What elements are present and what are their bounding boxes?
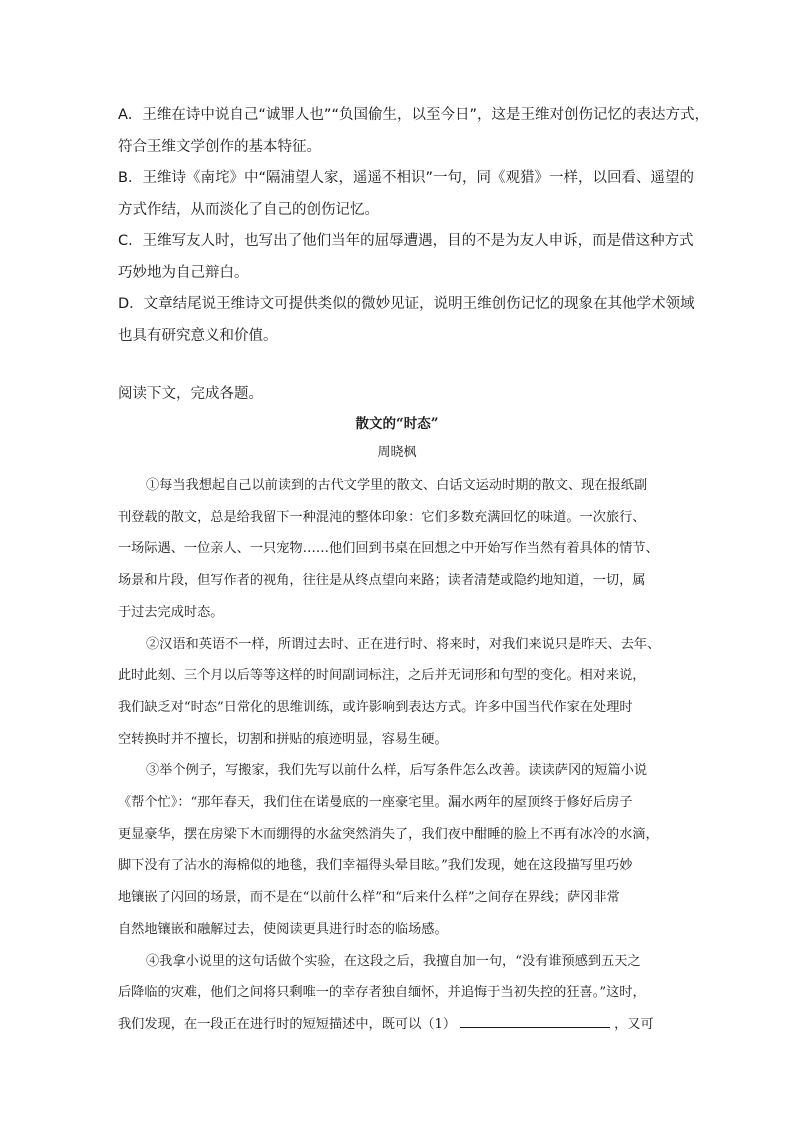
option-d (118, 289, 695, 352)
paragraph-2 (118, 629, 680, 756)
paragraph-line: ②汉语和英语不一样，所谓过去时、正在进行时、将来时，对我们来说只是昨天、去年、 (146, 636, 661, 652)
option-b (118, 163, 694, 226)
paragraph-line: 此时此刻、三个月以后等等这样的时间副词标注，之后并无词形和句型的变化。相对来说， (118, 668, 646, 684)
article-author: 周晓枫 (377, 445, 417, 460)
option-d-line-1: D．文章结尾说王维诗文可提供类似的微妙见证，说明王维创伤记忆的现象在其他学术领域 (118, 296, 695, 312)
option-c (118, 226, 694, 289)
option-a-line-2: 符合王维文学创作的基本特征。 (118, 138, 321, 155)
blank-prefix-text: 我们发现，在一段正在进行时的短短描述中，既可以（1） (118, 1016, 457, 1032)
paragraph-line: 后降临的灾难，他们之间将只剩唯一的幸存者独自缅怀，并追悔于当初失控的狂喜。”这时， (118, 985, 646, 1001)
paragraph-line: 《帮个忙》：“那年春天，我们住在诺曼底的一座豪宅里。漏水两年的屋顶终于修好后房子 (118, 795, 633, 811)
paragraph-line: 更显豪华，摆在房梁下木而绷得的水盆突然消失了，我们夜中酣睡的脸上不再有冰冷的水滴， (118, 826, 659, 842)
fill-in-blank[interactable] (460, 1013, 610, 1028)
option-b-line-1: B．王维诗《南垞》中“隔浦望人家，遥遥不相识”一句，同《观猎》一样，以回看、遥望的 (118, 170, 694, 186)
paragraph-line: 场景和片段，但写作者的视角，往往是从终点望向来路；读者清楚或隐约地知道，一切，属 (118, 573, 646, 589)
article-title: 散文的“时态” (355, 416, 439, 432)
paragraph-line: 一场际遇、一位亲人、一只宠物……他们回到书桌在回想之中开始写作当然有着具体的情节、 (118, 541, 659, 557)
paragraph-line: 自然地镶嵌和融解过去，使阅读更具进行时态的临场感。 (118, 921, 448, 937)
paragraph-line: ④我拿小说里的这句话做个实验，在这段之后，我擅自加一句，“没有谁预感到五天之 (146, 953, 641, 969)
option-c-line-1: C．王维写友人时，也写出了他们当年的屈辱遭遇，目的不是为友人申诉，而是借这种方式 (118, 233, 694, 249)
option-b-line-2: 方式作结，从而淡化了自己的创伤记忆。 (118, 201, 379, 218)
option-d-line-2: 也具有研究意义和价值。 (118, 327, 278, 344)
blank-suffix-text: ，又可 (614, 1016, 654, 1032)
article-body (118, 470, 680, 1041)
paragraph-line: ③举个例子，写搬家，我们先写以前什么样，后写条件怎么改善。读读萨冈的短篇小说 (146, 763, 648, 779)
paragraph-3 (118, 755, 680, 945)
option-a (118, 100, 709, 163)
paragraph-4 (118, 946, 680, 1041)
paragraph-line: 我们缺乏对“时态”日常化的思维训练，或许影响到表达方式。许多中国当代作家在处理时 (118, 699, 633, 715)
paragraph-line: 脚下没有了沾水的海棉似的地毯，我们幸福得头晕目眩。”我们发现，她在这段描写里巧妙 (118, 858, 633, 874)
paragraph-1 (118, 470, 680, 629)
option-c-line-2: 巧妙地为自己辩白。 (118, 264, 249, 281)
option-a-line-1: A．王维在诗中说自己“诚罪人也”“负国偷生，以至今日”，这是王维对创伤记忆的表达方式， (118, 107, 709, 123)
paragraph-line: 地镶嵌了闪回的场景，而不是在“以前什么样”和“后来什么样”之间存在界线；萨冈非常 (118, 890, 620, 906)
paragraph-line-with-blank (118, 1009, 680, 1041)
answer-options (118, 100, 709, 352)
paragraph-line: 于过去完成时态。 (118, 604, 224, 620)
reading-instruction: 阅读下文，完成各题。 (118, 386, 263, 402)
paragraph-line: 刊登载的散文，总是给我留下一种混沌的整体印象：它们多数充满回忆的味道。一次旅行、 (118, 509, 646, 525)
paragraph-line: 空转换时并不擅长，切割和拼贴的痕迹明显，容易生硬。 (118, 731, 448, 747)
paragraph-line: ①每当我想起自己以前读到的古代文学里的散文、白话文运动时期的散文、现在报纸副 (146, 478, 648, 493)
